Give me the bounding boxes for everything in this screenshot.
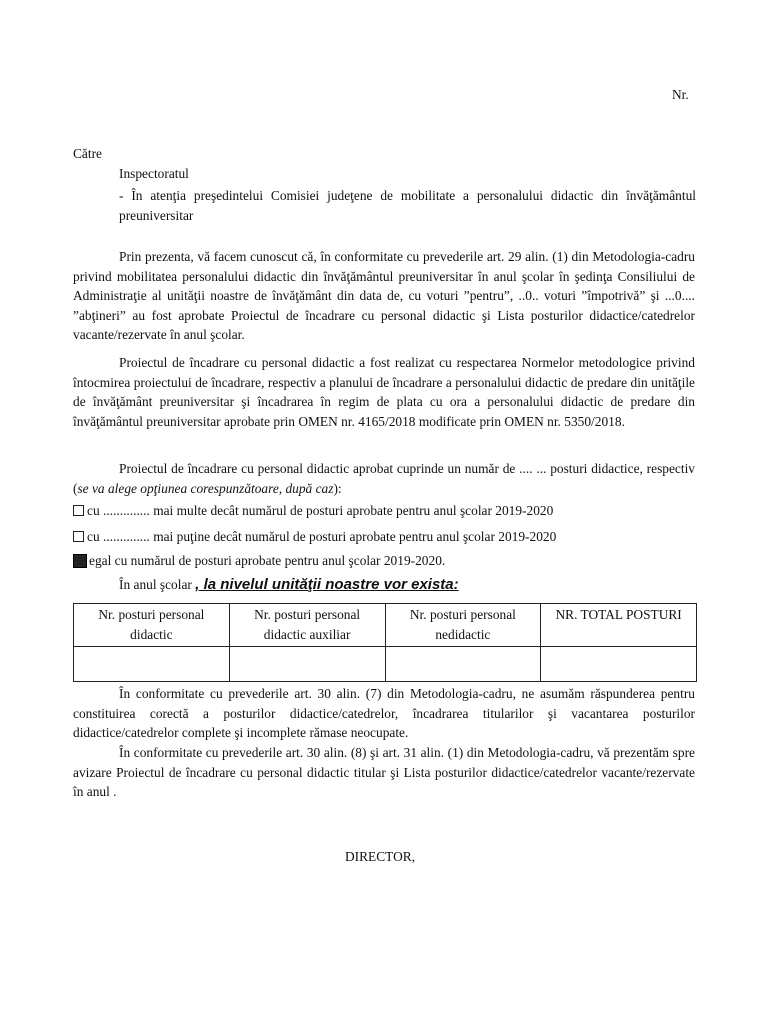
post-count-italic: se va alege opţiunea corespunzătoare, după caz: [77, 480, 334, 496]
table-row: [74, 647, 697, 682]
registration-number: Nr.: [672, 87, 689, 102]
addressee-to: Către: [73, 146, 102, 161]
option-more[interactable]: [73, 503, 553, 519]
table-cell[interactable]: [385, 647, 541, 682]
table-cell[interactable]: [74, 647, 230, 682]
header-non-didactic: Nr. posturi personal nedidactic: [385, 604, 541, 647]
header-didactic: Nr. posturi personal didactic: [74, 604, 230, 647]
addressee-institution: Inspectoratul: [119, 166, 189, 181]
table-cell[interactable]: [229, 647, 385, 682]
table-header-row: [74, 604, 697, 647]
school-year-prefix: În anul şcolar: [119, 577, 196, 592]
school-year-emphasis: , la nivelul unităţii noastre vor exista:: [195, 576, 459, 593]
paragraph-responsibility-text: În conformitate cu prevederile art. 30 alin. (7) din Metodologia-cadru, ne asumăm răspunderea pentru constituirea corectă a posturilor didactice/catedrelor, încadrarea titularilor şi vacantarea posturilor didactice/catedrelor complete şi incomplete rămase neocupate.: [73, 686, 695, 741]
header-total: NR. TOTAL POSTURI: [541, 604, 697, 647]
addressee-attention: - În atenţia preşedintelui Comisiei judeţene de mobilitate a personalului didactic din învăţământul preuniversitar: [119, 188, 696, 223]
paragraph-responsibility: [73, 684, 695, 743]
post-count-end: ):: [333, 480, 342, 496]
paragraph-approval-text: Prin prezenta, vă facem cunoscut că, în conformitate cu prevederile art. 29 alin. (1) din Metodologia-cadru privind mobilitatea personalului didactic din învăţământul preuniversitar în anul şcolar în şedinţa Consiliului de Administraţie al unităţii noastre de învăţământ din data de, cu voturi ”pentru”, ..0.. voturi ”împotrivă” şi ...0.... ”abţineri” au fost aprobate Proiectul de încadrare cu personal didactic şi Lista posturilor didactice/catedrelor vacante/rezervate în anul şcolar.: [73, 249, 695, 343]
director-signature-label: DIRECTOR,: [345, 849, 416, 864]
paragraph-post-count: [73, 459, 695, 498]
checkbox-empty-icon[interactable]: [73, 505, 84, 516]
paragraph-approval: [73, 247, 695, 345]
paragraph-norms-text: Proiectul de încadrare cu personal didactic a fost realizat cu respectarea Normelor metodologice privind întocmirea proiectului de încadrare, respectiv a planului de încadrare a personalului didactic de predare din unităţile de învăţământ preuniversitar şi încadrarea în regim de plata cu ora a personalului didactic de predare din învăţământul preuniversitar aprobate prin OMEN nr. 4165/2018 modificate prin OMEN nr. 5350/2018.: [73, 355, 695, 429]
paragraph-submission-text: În conformitate cu prevederile art. 30 alin. (8) şi art. 31 alin. (1) din Metodologia-cadru, vă prezentăm spre avizare Proiectul de încadrare cu personal didactic titular şi Lista posturilor didactice/catedrelor vacante/rezervate în anul .: [73, 745, 695, 800]
option-fewer[interactable]: [73, 529, 556, 545]
checkbox-filled-icon[interactable]: [73, 554, 87, 568]
post-count-text: Proiectul de încadrare cu personal didactic aprobat cuprinde un număr de .... ... posturi didactice, respectiv (: [73, 461, 695, 496]
option-equal-label: egal cu numărul de posturi aprobate pentru anul şcolar 2019-2020.: [89, 553, 446, 568]
checkbox-empty-icon[interactable]: [73, 531, 84, 542]
option-more-label: cu .............. mai multe decât numărul de posturi aprobate pentru anul şcolar 2019-2020: [87, 503, 554, 518]
table-cell[interactable]: [541, 647, 697, 682]
option-fewer-label: cu .............. mai puţine decât numărul de posturi aprobate pentru anul şcolar 2019-2020: [87, 529, 557, 544]
paragraph-submission: [73, 743, 695, 802]
option-equal[interactable]: [73, 553, 445, 569]
posts-table: [73, 603, 697, 682]
school-year-line: [119, 576, 459, 593]
header-auxiliary: Nr. posturi personal didactic auxiliar: [229, 604, 385, 647]
paragraph-norms: [73, 353, 695, 431]
